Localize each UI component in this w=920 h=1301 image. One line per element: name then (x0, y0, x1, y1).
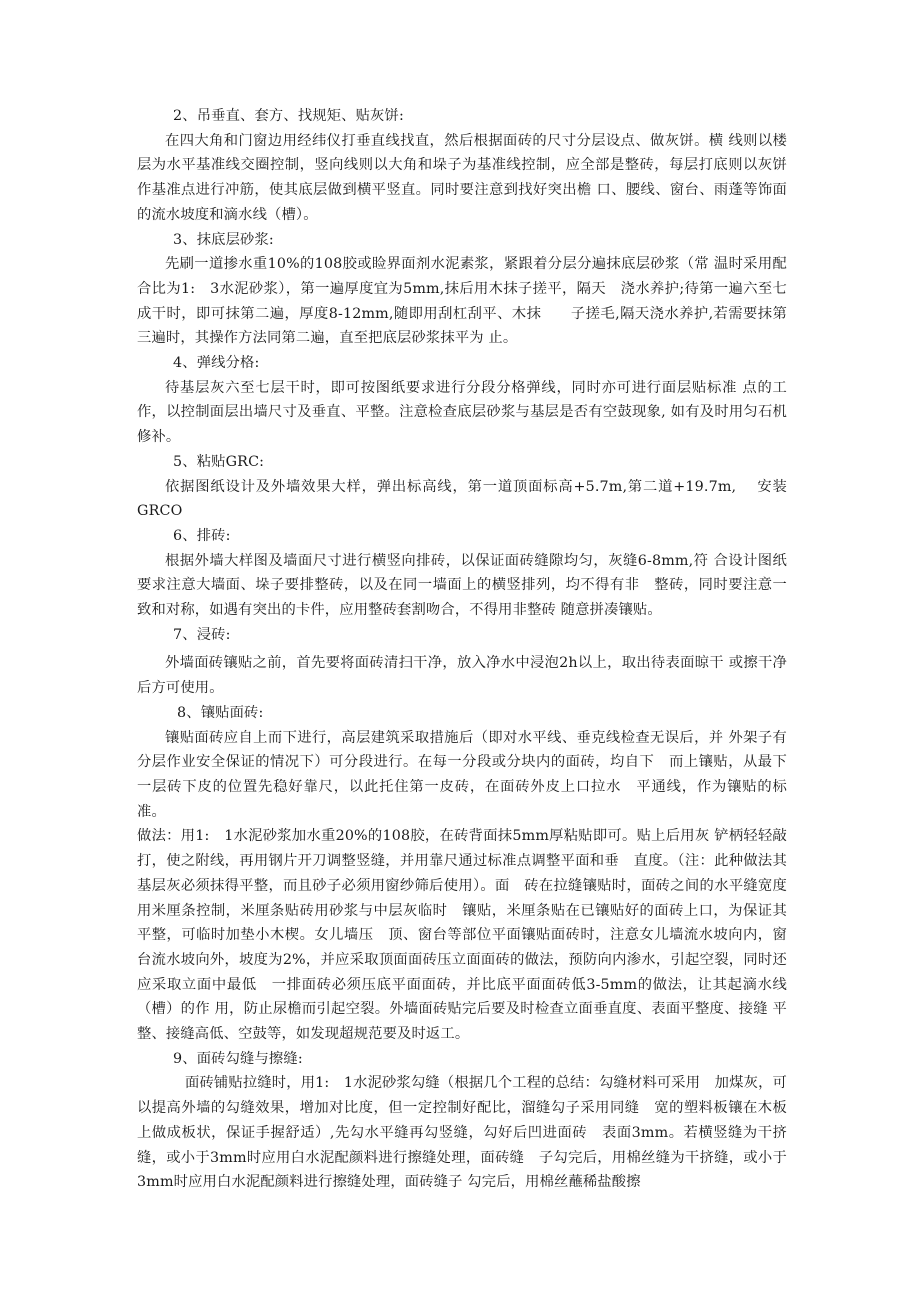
section-paragraph: 待基层灰六至七层干时，即可按图纸要求进行分段分格弹线，同时亦可进行面层贴标准 点的工作，以控制面层出墙尺寸及垂直、平整。注意检查底层砂浆与基层是否有空鼓现象, 如有及时用匀石机修补。 (137, 379, 787, 446)
section-paragraph: 镶贴面砖应自上而下进行，高层建筑采取措施后（即对水平线、垂克线检查无误后，并 外架子有分层作业安全保证的情况下）可分段进行。在每一分段或分块内的面砖，均自下 而上镶贴，从最下一层砖下皮的位置先稳好靠尺，以此托住第一皮砖，在面砖外皮上口拉水 平通线，作为镶贴的标准。 (137, 729, 787, 820)
section-heading: 4、弹线分格: (173, 355, 260, 372)
section-heading: 3、抹底层砂浆: (173, 231, 274, 248)
section-paragraph: 面砖铺贴拉缝时，用1: 1水泥砂浆勾缝（根据几个工程的总结：勾缝材料可采用 加煤灰，可以提高外墙的勾缝效果，增加对比度，但一定控制好配比，溜缝勾子采用同缝 宽的塑料板镶在木板上做成板状，保证手握舒适）,先勾水平缝再勾竖缝，勾好后凹进面砖 表面3mm。若横竖缝为干挤缝，或小于3mm时应用白水泥配颜料进行擦缝处理，面砖缝 子勾完后，用棉丝缝为干挤缝，或小于3mm时应用白水泥配颜料进行擦缝处理，面砖缝子 勾完后，用棉丝蘸稀盐酸擦 (137, 1075, 787, 1191)
section-paragraph: 先刷一道掺水重10%的108胶或睑界面剂水泥素浆，紧跟着分层分遍抹底层砂浆（常 温时采用配合比为1: 3水泥砂浆），第一遍厚度宜为5mm,抹后用木抹子搓平，隔天 浇水养护;待第一遍六至七成干时，即可抹第二遍，厚度8-12mm,随即用刮杠刮平、木抹 子搓毛,隔天浇水养护,若需要抹第三遍时，其操作方法同第二遍，直至把底层砂浆抹平为 止。 (137, 256, 787, 347)
section-heading: 2、吊垂直、套方、找规矩、贴灰饼: (173, 108, 404, 124)
section-paragraph: 做法：用1: 1水泥砂浆加水重20%的108胶，在砖背面抹5mm厚粘贴即可。贴上后用灰 铲柄轻轻敲打，使之附线，再用钢片开刀调整竖缝，并用靠尺通过标准点调整平面和垂 直度。（注：此种做法其基层灰必须抹得平整，而且砂子必须用窗纱筛后使用）。面 砖在拉缝镶贴时，面砖之间的水平缝宽度用米厘条控制，米厘条贴砖用砂浆与中层灰临时 镶贴，米厘条贴在已镶贴好的面砖上口，为保证其平整，可临时加垫小木楔。女儿墙压 顶、窗台等部位平面镶贴面砖时，注意女儿墙流水坡向内，窗台流水坡向外，坡度为2%，并应采取顶面面砖压立面面砖的做法，预防向内渗水，引起空裂，同时还应采取立面中最低 一排面砖必须压底平面面砖，并比底平面面砖低3-5mm的做法，让其起滴水线（槽）的作 用，防止尿檐而引起空裂。外墙面砖贴完后要及时检查立面垂直度、表面平整度、接缝 平整、接缝高低、空鼓等，如发现超规范要及时返工。 (137, 828, 787, 1043)
section-paragraph: 根据外墙大样图及墙面尺寸进行横竖向排砖，以保证面砖缝隙均匀，灰缝6-8mm,符 合设计图纸要求注意大墙面、垛子要排整砖，以及在同一墙面上的横竖排列，均不得有非 整砖，同时要注意一致和对称，如遇有突出的卡件，应用整砖套割吻合，不得用非整砖 随意拼凑镶贴。 (137, 552, 787, 619)
section-paragraph: 依据图纸设计及外墙效果大样，弹出标高线，第一道顶面标高+5.7m,第二道+19.7m, 安装GRCO (137, 478, 787, 520)
section-heading: 7、浸砖: (173, 626, 231, 643)
section-heading: 6、排砖: (173, 527, 231, 544)
section-heading: 5、粘贴GRC: (173, 453, 265, 470)
section-heading: 8、镶贴面砖: (177, 704, 264, 721)
section-paragraph: 在四大角和门窗边用经纬仪打垂直线找直，然后根据面砖的尺寸分层设点、做灰饼。横 线则以楼层为水平基准线交圈控制，竖向线则以大角和垛子为基准线控制，应全部是整砖，每层打底则以灰饼作基准点进行冲筋，使其底层做到横平竖直。同时要注意到找好突出檐 口、腰线、窗台、雨蓬等饰面的流水坡度和滴水线（槽）。 (137, 132, 787, 223)
section-heading: 9、面砖勾缝与擦缝: (173, 1050, 303, 1067)
section-paragraph: 外墙面砖镶贴之前，首先要将面砖清扫干净，放入净水中浸泡2h以上，取出待表面晾干 或擦干净后方可使用。 (137, 655, 787, 697)
document-body (137, 104, 787, 1195)
